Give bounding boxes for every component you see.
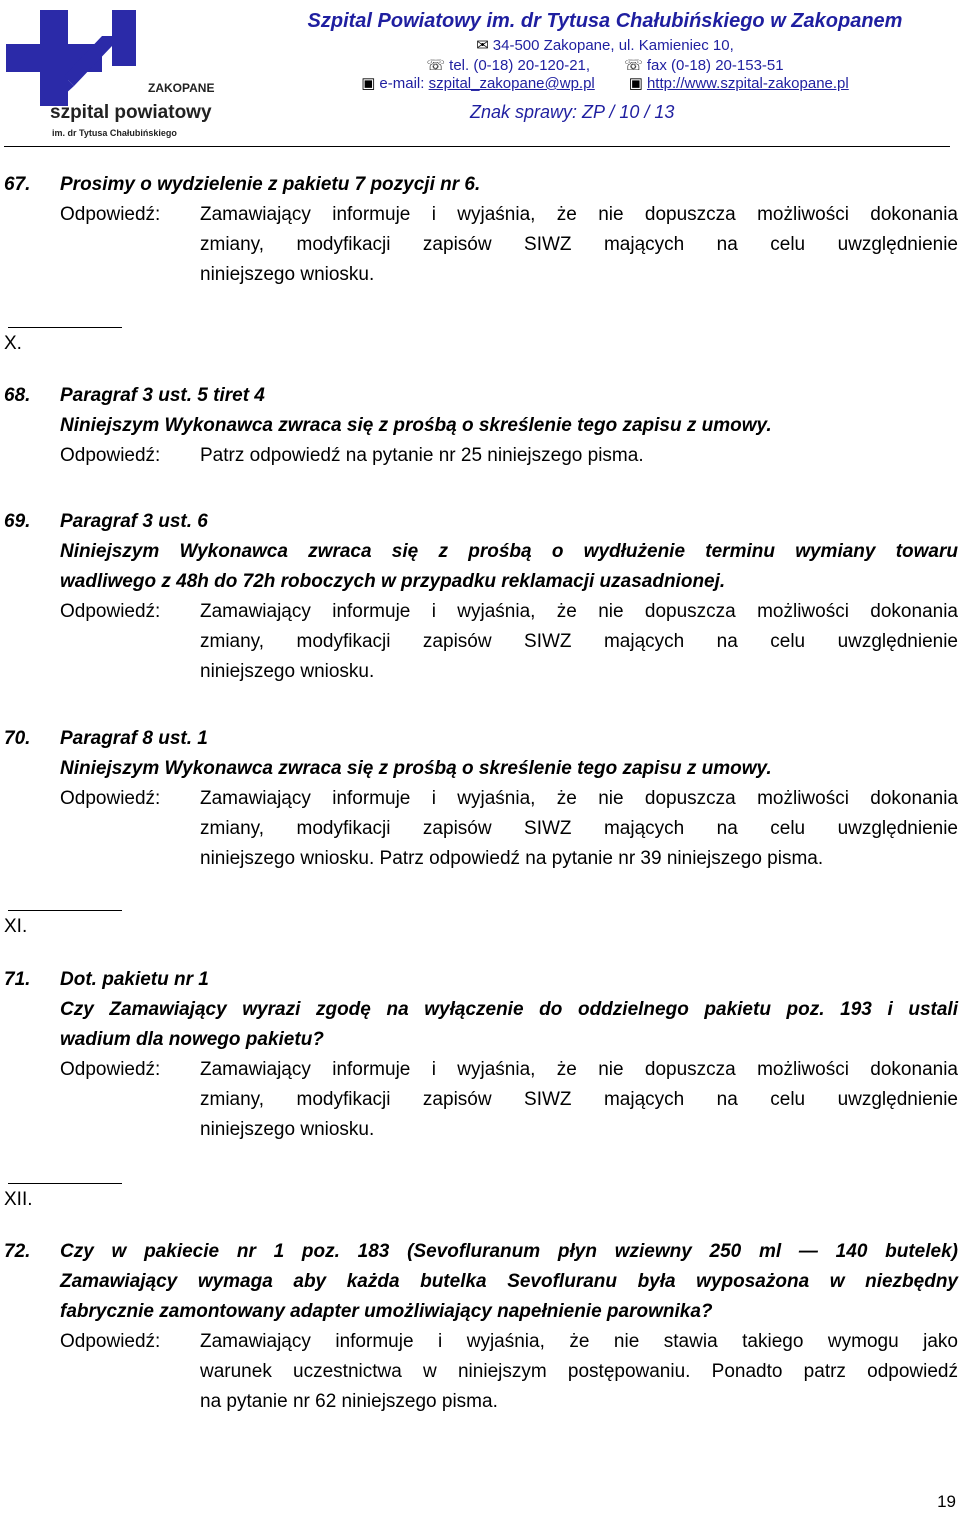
logo-text-sub: im. dr Tytusa Chałubińskiego — [52, 128, 177, 138]
question-number: 69. — [4, 511, 31, 532]
question-number: 72. — [4, 1241, 31, 1262]
answer-line: Zamawiający informuje i wyjaśnia, że nie stawia takiego wymogu jako — [200, 1331, 958, 1352]
question-number: 71. — [4, 969, 31, 990]
email-label: e-mail: — [379, 75, 429, 92]
section-label: XI. — [4, 916, 28, 937]
question-text: Niniejszym Wykonawca zwraca się z prośbą o skreślenie tego zapisu z umowy. — [60, 415, 772, 436]
header-title: Szpital Powiatowy im. dr Tytusa Chałubińskiego w Zakopanem — [307, 10, 903, 32]
question-text: Niniejszym Wykonawca zwraca się z prośbą o wydłużenie terminu wymiany towaru — [60, 541, 958, 562]
question-text: Czy Zamawiający wyrazi zgodę na wyłączenie do oddzielnego pakietu poz. 193 i ustali — [60, 999, 958, 1020]
answer-line: niniejszego wniosku. — [200, 1119, 375, 1140]
question-text: Czy w pakiecie nr 1 poz. 183 (Sevofluranum płyn wziewny 250 ml — 140 butelek) — [60, 1241, 958, 1262]
section-divider — [8, 327, 122, 328]
computer-icon: ▣ — [361, 75, 376, 92]
header-address — [270, 36, 940, 54]
answer-line: na pytanie nr 62 niniejszego pisma. — [200, 1391, 498, 1412]
answer-line: niniejszego wniosku. — [200, 661, 375, 682]
envelope-icon: ✉ — [476, 37, 489, 54]
header-divider — [4, 146, 950, 147]
website-link[interactable]: http://www.szpital-zakopane.pl — [646, 75, 849, 92]
answer-line: zmiany, modyfikacji zapisów SIWZ mających na celu uwzględnienie — [200, 234, 958, 255]
answer-line: zmiany, modyfikacji zapisów SIWZ mających na celu uwzględnienie — [200, 1089, 958, 1110]
question-text: Zamawiający wymaga aby każda butelka Sevofluranu była wyposażona w niezbędny — [60, 1271, 958, 1292]
email-link[interactable]: szpital_zakopane@wp.pl — [428, 75, 595, 92]
answer-label: Odpowiedź: — [60, 204, 161, 225]
answer-label: Odpowiedź: — [60, 445, 161, 466]
answer-line: niniejszego wniosku. — [200, 264, 375, 285]
answer-line: warunek uczestnictwa w niniejszym postępowaniu. Ponadto patrz odpowiedź — [200, 1361, 958, 1382]
answer-line: niniejszego wniosku. Patrz odpowiedź na pytanie nr 39 niniejszego pisma. — [200, 848, 824, 869]
fax-text: fax (0-18) 20-153-51 — [646, 57, 784, 74]
logo-text-main: szpital powiatowy — [50, 102, 212, 123]
question-heading: Paragraf 3 ust. 5 tiret 4 — [60, 385, 265, 406]
answer-line: Patrz odpowiedź na pytanie nr 25 niniejszego pisma. — [200, 445, 644, 466]
answer-label: Odpowiedź: — [60, 788, 161, 809]
section-label: X. — [4, 333, 22, 354]
question-number: 67. — [4, 174, 31, 195]
question-text: wadliwego z 48h do 72h roboczych w przypadku reklamacji uzasadnionej. — [60, 571, 726, 592]
page-number: 19 — [937, 1492, 956, 1511]
question-text: Niniejszym Wykonawca zwraca się z prośbą o skreślenie tego zapisu z umowy. — [60, 758, 772, 779]
answer-line: Zamawiający informuje i wyjaśnia, że nie dopuszcza możliwości dokonania — [200, 1059, 958, 1080]
answer-label: Odpowiedź: — [60, 1059, 161, 1080]
phone-icon: ☏ — [426, 57, 446, 74]
header-phone — [270, 56, 940, 74]
answer-line: zmiany, modyfikacji zapisów SIWZ mających na celu uwzględnienie — [200, 631, 958, 652]
tel-text: tel. (0-18) 20-120-21, — [449, 57, 591, 74]
question-heading: Paragraf 8 ust. 1 — [60, 728, 208, 749]
hospital-logo — [4, 6, 216, 142]
answer-label: Odpowiedź: — [60, 601, 161, 622]
section-divider — [8, 910, 122, 911]
computer-icon: ▣ — [628, 75, 643, 92]
header-contact — [270, 74, 940, 92]
question-number: 70. — [4, 728, 31, 749]
section-divider — [8, 1183, 122, 1184]
fax-icon: ☏ — [624, 57, 643, 74]
answer-line: Zamawiający informuje i wyjaśnia, że nie dopuszcza możliwości dokonania — [200, 204, 958, 225]
answer-line: Zamawiający informuje i wyjaśnia, że nie dopuszcza możliwości dokonania — [200, 601, 958, 622]
question-heading: Paragraf 3 ust. 6 — [60, 511, 208, 532]
question-heading: Dot. pakietu nr 1 — [60, 969, 209, 990]
answer-label: Odpowiedź: — [60, 1331, 161, 1352]
address-text: 34-500 Zakopane, ul. Kamieniec 10, — [492, 37, 734, 54]
answer-line: Zamawiający informuje i wyjaśnia, że nie dopuszcza możliwości dokonania — [200, 788, 958, 809]
case-reference: Znak sprawy: ZP / 10 / 13 — [470, 102, 675, 122]
question-text: wadium dla nowego pakietu? — [60, 1029, 324, 1050]
question-number: 68. — [4, 385, 31, 406]
section-label: XII. — [4, 1189, 33, 1210]
answer-line: zmiany, modyfikacji zapisów SIWZ mających na celu uwzględnienie — [200, 818, 958, 839]
logo-text-top: ZAKOPANE — [148, 81, 215, 95]
question-text: Prosimy o wydzielenie z pakietu 7 pozycji nr 6. — [60, 174, 481, 195]
question-text: fabrycznie zamontowany adapter umożliwiający napełnienie parownika? — [60, 1301, 713, 1322]
